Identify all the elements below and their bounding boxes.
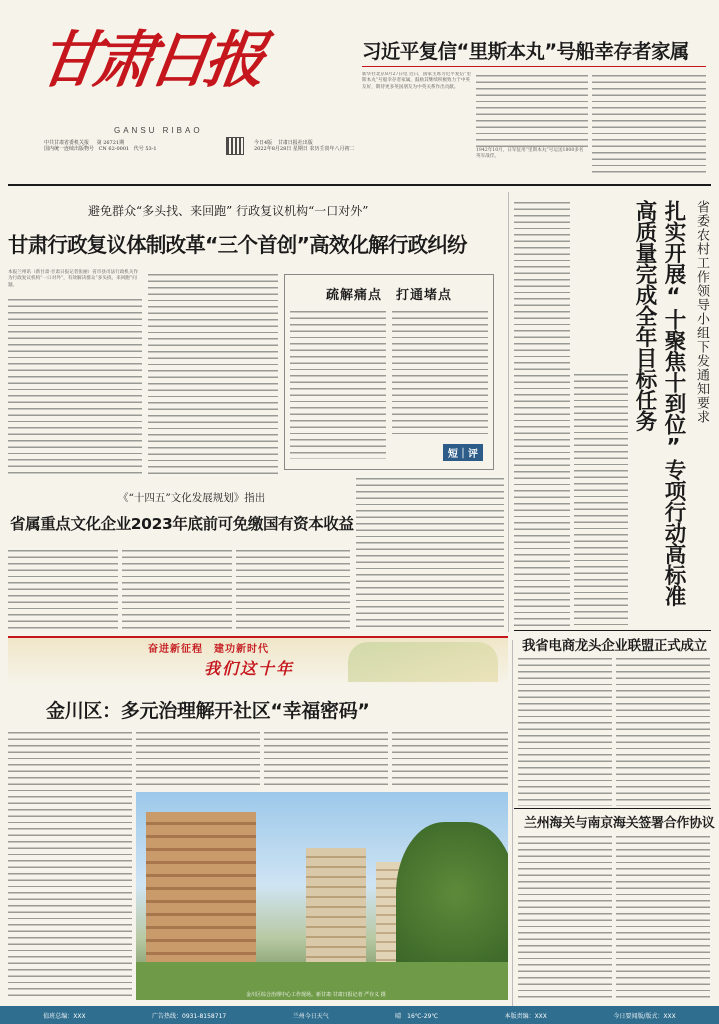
feature-title: 金川区：多元治理解开社区“幸福密码” bbox=[46, 700, 370, 722]
right-headline: 扎实开展“十聚焦十到位”专项行动高标准高质量完成全年目标任务 bbox=[632, 200, 686, 606]
right-rule-2 bbox=[514, 808, 711, 809]
culture-story-col2 bbox=[122, 548, 232, 632]
photo-caption: 金川区综合治理中心工作现场。新甘肃·甘肃日报记者 严存义 摄 bbox=[246, 992, 386, 998]
feature-col4 bbox=[392, 730, 508, 790]
footer-ad: 广告热线：0931-8158717 bbox=[152, 1012, 227, 1020]
right-rule-1 bbox=[514, 630, 711, 631]
commentary-title: 疏解痛点 打通堵点 bbox=[325, 288, 452, 303]
feature-banner bbox=[8, 636, 508, 686]
photo-building-left bbox=[146, 812, 256, 982]
commentary-body bbox=[290, 309, 386, 459]
right-article-col2 bbox=[574, 372, 628, 628]
masthead-rule bbox=[8, 184, 711, 186]
customs-title: 兰州海关与南京海关签署合作协议 bbox=[524, 816, 715, 831]
lead-story-col2 bbox=[148, 272, 278, 476]
top-story-lead: 新华社北京8月27日电 近日，国家主席习近平复信“里斯本丸”号船幸存者家属，鼓励其继续积极致力于中英友好，期待更多英国朋友为中英关系作出贡献。 bbox=[362, 72, 472, 90]
lead-story-title: 甘肃行政复议体制改革“三个首创”高效化解行政纠纷 bbox=[8, 233, 467, 257]
masthead-left-info: 中共甘肃省委机关报 第 26721期 国内统一连续出版物号 CN 62-0001 代号 53-1 bbox=[44, 140, 157, 153]
lead-story-lead: 本报兰州讯（新甘肃·甘肃日报记者张丽）省市县司法行政机关作为行政复议机构“一口对外”，有效解决群众“多头找、来回跑”问题。 bbox=[8, 270, 139, 288]
ecommerce-title: 我省电商龙头企业联盟正式成立 bbox=[522, 638, 707, 654]
lead-story-col1 bbox=[8, 297, 142, 475]
commentary-body-2 bbox=[392, 309, 488, 439]
customs-col2 bbox=[616, 834, 710, 1002]
masthead-right-info: 今日4版 甘肃日报社出版 2022年8月28日 星期日 农历壬寅年八月初二 bbox=[254, 140, 355, 153]
top-story-dateline: 1942年10月，日军征用“里斯本丸”号运送1800多名英军战俘。 bbox=[476, 148, 588, 161]
feature-col1 bbox=[8, 730, 132, 1000]
newspaper-logo: 甘肃日报 bbox=[34, 25, 265, 96]
top-story-col3 bbox=[592, 73, 706, 173]
culture-story-col3 bbox=[236, 548, 350, 632]
commentary-box bbox=[284, 274, 494, 470]
customs-col1 bbox=[518, 834, 612, 1002]
footer-weather-value: 晴 16℃-29℃ bbox=[395, 1012, 439, 1020]
ecommerce-col1 bbox=[518, 656, 612, 806]
right-article-col1 bbox=[514, 200, 570, 628]
feature-photo bbox=[136, 792, 508, 1000]
top-story-title: 习近平复信“里斯本丸”号船幸存者家属 bbox=[362, 40, 689, 63]
lead-story-kicker: 避免群众“多头找、来回跑” 行政复议机构“一口对外” bbox=[88, 204, 369, 218]
feature-col2 bbox=[136, 730, 260, 790]
divider-vertical-2 bbox=[512, 640, 513, 1010]
footer-page-editor: 本版责编：XXX bbox=[504, 1012, 547, 1020]
feature-series-title: 我们这十年 bbox=[204, 659, 295, 678]
divider-vertical-1 bbox=[508, 192, 509, 632]
feature-banner-text: 奋进新征程 建功新时代 bbox=[148, 644, 269, 655]
right-kicker: 省委农村工作领导小组下发通知要求 bbox=[694, 200, 709, 424]
feature-landscape bbox=[348, 642, 498, 682]
footer-weather-label: 兰州今日天气 bbox=[292, 1012, 329, 1020]
culture-story-title: 省属重点文化企业2023年底前可免缴国有资本收益 bbox=[10, 515, 354, 533]
feature-col3 bbox=[264, 730, 388, 790]
photo-building-mid bbox=[306, 848, 366, 968]
footer-editor: 值班总编：XXX bbox=[43, 1012, 86, 1020]
qr-code bbox=[226, 137, 244, 155]
culture-story-col1 bbox=[8, 548, 118, 632]
top-story-rule bbox=[362, 66, 706, 67]
culture-story-col4 bbox=[356, 476, 504, 632]
footer-layout: 今日要闻版/版式：XXX bbox=[613, 1012, 676, 1020]
newspaper-pinyin: GANSU RIBAO bbox=[114, 126, 203, 135]
ecommerce-col2 bbox=[616, 656, 710, 806]
culture-story-kicker: 《“十四五”文化发展规划》指出 bbox=[118, 492, 266, 504]
commentary-tag: 短｜评 bbox=[443, 444, 483, 461]
footer-bar bbox=[0, 1006, 719, 1024]
